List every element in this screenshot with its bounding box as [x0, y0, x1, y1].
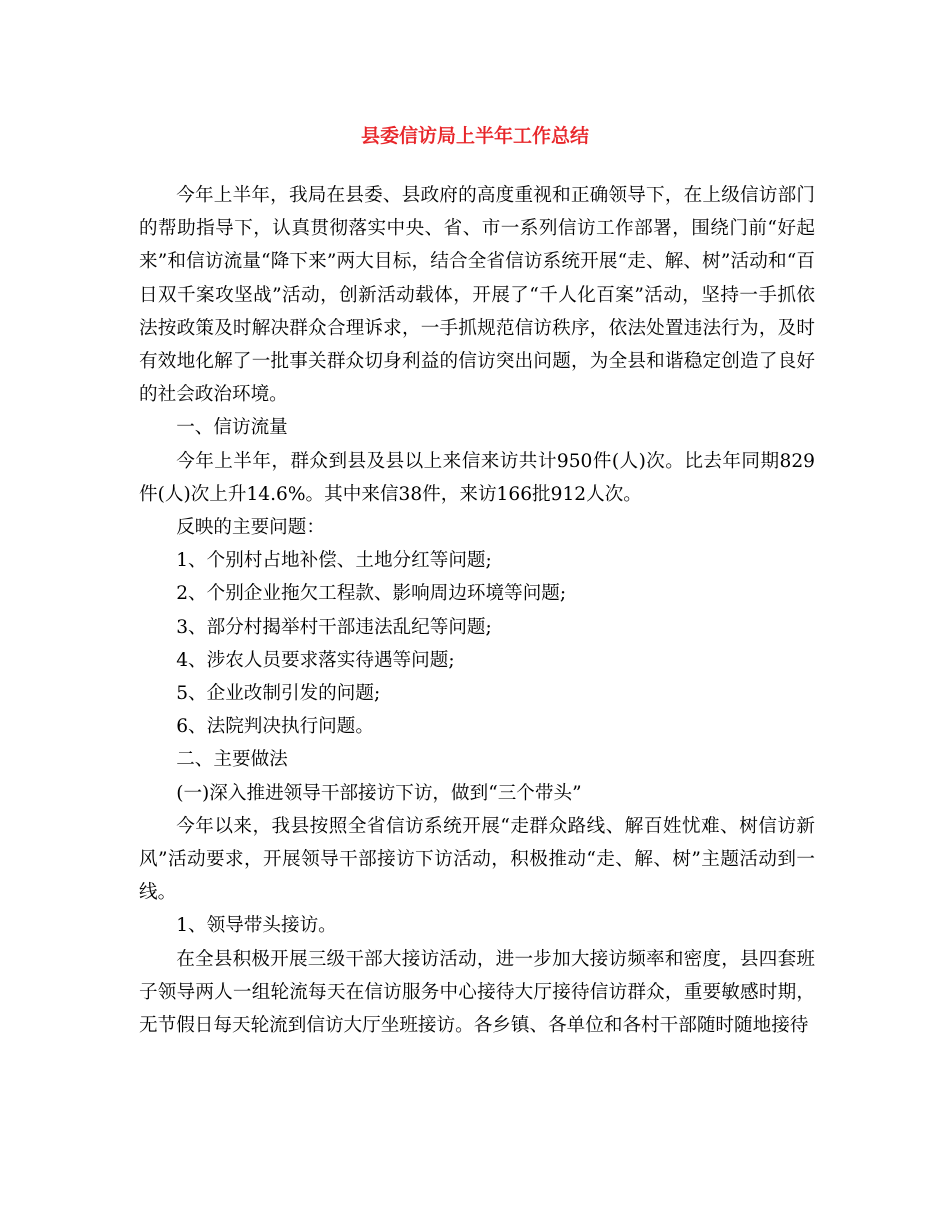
list-item-issue-2: 2、个别企业拖欠工程款、影响周边环境等问题; — [176, 583, 567, 605]
paragraph-petition-statistics: 今年上半年，群众到县及县以上来信来访共计950件(人)次。比去年同期829件(人)次上升14.6%。其中来信38件，来访166批912人次。 — [139, 450, 815, 505]
paragraph-main-issues-lead: 反映的主要问题： — [176, 517, 325, 539]
list-item-issue-1: 1、个别村占地补偿、土地分红等问题; — [176, 550, 492, 572]
list-item-issue-5: 5、企业改制引发的问题; — [176, 683, 381, 705]
document-title: 县委信访局上半年工作总结 — [360, 125, 589, 147]
list-item-issue-6: 6、法院判决执行问题。 — [176, 716, 374, 738]
subsection-heading-leaders-reception: (一)深入推进领导干部接访下访，做到“三个带头” — [176, 782, 582, 804]
document-body — [139, 179, 815, 1042]
section-heading-petition-flow: 一、信访流量 — [176, 417, 288, 439]
section-heading-main-practices: 二、主要做法 — [176, 749, 288, 771]
paragraph-intro: 今年上半年，我局在县委、县政府的高度重视和正确领导下，在上级信访部门的帮助指导下，认真贯彻落实中央、省、市一系列信访工作部署，围绕门前“好起来”和信访流量“降下来”两大目标，结合全省信访系统开展“走、解、树”活动和“百日双千案攻坚战”活动，创新活动载体，开展了“千人化百案”活动，坚持一手抓依法按政策及时解决群众合理诉求，一手抓规范信访秩序，依法处置违法行为，及时有效地化解了一批事关群众切身利益的信访突出问题，为全县和谐稳定创造了良好的社会政治环境。 — [139, 185, 815, 406]
paragraph-three-level-reception: 在全县积极开展三级干部大接访活动，进一步加大接访频率和密度，县四套班子领导两人一组轮流每天在信访服务中心接待大厅接待信访群众，重要敏感时期，无节假日每天轮流到信访大厅坐班接访。各乡镇、各单位和各村干部随时随地接待 — [139, 948, 815, 1037]
paragraph-reception-activities: 今年以来，我县按照全省信访系统开展“走群众路线、解百姓忧难、树信访新风”活动要求，开展领导干部接访下访活动，积极推动“走、解、树”主题活动到一线。 — [139, 815, 815, 904]
list-item-issue-4: 4、涉农人员要求落实待遇等问题; — [176, 649, 455, 671]
list-item-leaders-receive: 1、领导带头接访。 — [176, 915, 337, 937]
list-item-issue-3: 3、部分村揭举村干部违法乱纪等问题; — [176, 616, 492, 638]
